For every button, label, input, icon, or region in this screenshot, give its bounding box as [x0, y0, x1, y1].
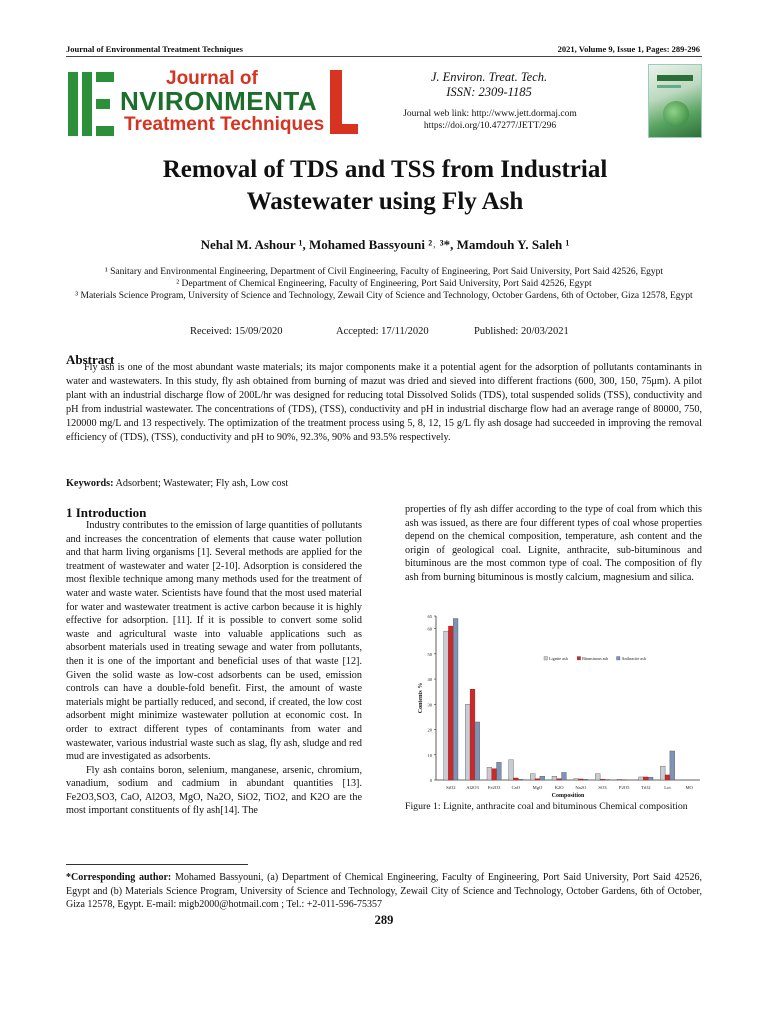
bar-anthracite-ash-mgo — [540, 776, 545, 780]
bar-bituminous-ash-na2o — [578, 779, 583, 780]
y-tick-label: 65 — [427, 614, 432, 619]
y-axis-label: Contents % — [418, 682, 424, 714]
journal-links — [380, 108, 600, 132]
legend-swatch — [577, 657, 581, 661]
keywords — [66, 478, 288, 489]
published-date: Published: 20/03/2021 — [474, 326, 569, 337]
y-tick-label: 0 — [429, 778, 432, 783]
x-tick-label: SiO2 — [446, 785, 456, 790]
bar-anthracite-ash-na2o — [583, 779, 588, 780]
journal-logo — [68, 66, 358, 136]
logo-e-mark — [68, 72, 116, 136]
abstract-heading: Abstract — [66, 352, 115, 367]
bar-lignite-ash-sio2 — [444, 631, 449, 780]
journal-doi-link[interactable]: https://doi.org/10.47277/JETT/296 — [423, 121, 557, 131]
y-tick-label: 10 — [427, 752, 432, 758]
paper-title — [60, 154, 710, 218]
bar-lignite-ash-p2o5 — [617, 779, 622, 780]
x-tick-label: MO — [685, 785, 693, 790]
bar-lignite-ash-fe2o3 — [487, 767, 492, 780]
bar-lignite-ash-mgo — [530, 774, 535, 780]
column-right — [405, 503, 702, 585]
footnote-label: *Corresponding author: — [66, 872, 172, 883]
bar-anthracite-ash-so3 — [605, 779, 610, 780]
footnote-rule — [66, 864, 248, 865]
received-date: Received: 15/09/2020 — [190, 326, 283, 337]
x-tick-label: TiO2 — [641, 785, 651, 790]
legend-swatch — [544, 657, 548, 661]
bar-anthracite-ash-sio2 — [453, 619, 458, 780]
legend-label: Anthracite ash — [621, 656, 646, 661]
y-tick-label: 20 — [427, 727, 432, 733]
journal-web-link[interactable]: Journal web link: http://www.jett.dormaj.com — [403, 109, 577, 119]
bar-anthracite-ash-fe2o3 — [497, 762, 502, 780]
journal-abbreviation: J. Environ. Treat. Tech. — [430, 70, 548, 84]
x-tick-label: Al2O3 — [466, 785, 479, 790]
bar-bituminous-ash-k2o — [557, 779, 562, 780]
bar-lignite-ash-cao — [509, 760, 514, 780]
x-tick-label: Fe2O3 — [487, 785, 501, 790]
y-tick-label: 40 — [427, 677, 432, 683]
x-tick-label: K2O — [554, 785, 564, 790]
running-header-journal: Journal of Environmental Treatment Techniques — [66, 44, 243, 54]
bar-anthracite-ash-loi — [670, 751, 675, 780]
affiliation-2: ² Department of Chemical Engineering, Faculty of Engineering, Port Said University, Port Said 42526, Egypt — [176, 279, 592, 289]
logo-text-environmental: NVIRONMENTA — [120, 86, 318, 116]
y-tick-label: 50 — [427, 651, 432, 657]
bar-bituminous-ash-tio2 — [643, 777, 648, 780]
x-tick-label: CaO — [511, 785, 521, 790]
bar-anthracite-ash-tio2 — [648, 777, 653, 780]
intro-paragraph-2: Fly ash contains boron, selenium, manganese, arsenic, chromium, vanadium, sodium and cadmium in abundant quantities [13]. Fe2O3,SO3, CaO, Al2O3, MgO, Na2O, SiO2, TiO2, and K2O are the most important constituents of fly ash[14]. The — [66, 764, 362, 817]
affiliation-1: ¹ Sanitary and Environmental Engineering, Department of Civil Engineering, Faculty of Engineering, Port Said University, Port Said 42526, Egypt — [104, 267, 664, 277]
logo-l-mark — [330, 70, 362, 134]
bar-lignite-ash-k2o — [552, 776, 557, 780]
x-tick-label: MgO — [532, 785, 543, 790]
intro-paragraph-1: Industry contributes to the emission of large quantities of pollutants and increases the concentration of elements that cause water pollution and that harm living organisms [1]. Several methods are applied for the treatment of wastewater and water [2-10]. Adsorption is considered the most flexible technique among many methods used for the treatment of water and waste water. Scientists have found that the most used material for water and wastewater treatment is active carbon because it is highly effective for adsorption. [11]. If it is possible to convert some solid waste and agricultural waste into valuable applications such as absorbent materials used in treating sewage and water from pollutants, then it is one of the important and beneficial uses of that waste [12]. Given the solid waste as low-cost adsorbents can be used, emission controls can have a double-fold benefit. First, the amount of waste materials might be partially reduced, and second, if created, the low cost adsorbent might minimize wastewater pollution at economic cost. In order to extract different types of contaminants from water and wastewater, various industrial waste such as slag, fly ash, sludge and red mud are investigated as adsorbents. — [66, 520, 362, 763]
column-left — [66, 519, 362, 818]
figure-1-chart — [414, 612, 704, 802]
bar-anthracite-ash-cao — [518, 779, 523, 780]
x-axis-label: Composition — [551, 793, 585, 799]
bar-lignite-ash-al2o3 — [465, 704, 470, 780]
running-header-issue: 2021, Volume 9, Issue 1, Pages: 289-296 — [557, 44, 700, 54]
corresponding-author-footnote — [66, 871, 702, 912]
header-rule — [66, 56, 702, 57]
bar-bituminous-ash-cao — [513, 778, 518, 780]
legend-swatch — [617, 657, 621, 661]
bar-chart-svg — [414, 612, 704, 802]
legend-label: Bituminous ash — [582, 656, 609, 661]
journal-cover-thumbnail — [648, 64, 702, 138]
bar-bituminous-ash-al2o3 — [470, 689, 475, 780]
x-tick-label: SO3 — [598, 785, 607, 790]
page-number: 289 — [374, 913, 394, 927]
x-tick-label: Loi — [664, 785, 671, 790]
bar-lignite-ash-loi — [660, 766, 665, 780]
bar-bituminous-ash-sio2 — [448, 626, 453, 780]
bar-lignite-ash-na2o — [574, 779, 579, 780]
logo-text-journal-of: Journal of — [166, 68, 258, 89]
footnote-text: Mohamed Bassyouni, (a) Department of Chemical Engineering, Faculty of Engineering, Port Said University, Port Said 42526, Egypt and (b) Materials Science Program, University of Science and Technology, Zewail City of Science and Technology, October Gardens, 6th of October, Giza 12578, Egypt. E-mail: migb2000@hotmail.com ; Tel.: +2-011-596-75357 — [66, 872, 702, 910]
paper-title-line-1: Removal of TDS and TSS from Industrial — [162, 156, 608, 183]
affiliations — [66, 266, 702, 302]
bar-bituminous-ash-mgo — [535, 779, 540, 780]
bar-bituminous-ash-so3 — [600, 779, 605, 780]
x-tick-label: Na2O — [575, 785, 587, 790]
bar-bituminous-ash-fe2o3 — [492, 769, 497, 780]
paper-title-line-2: Wastewater using Fly Ash — [246, 188, 524, 215]
accepted-date: Accepted: 17/11/2020 — [336, 326, 429, 337]
bar-lignite-ash-so3 — [595, 774, 600, 780]
keywords-text: Adsorbent; Wastewater; Fly ash, Low cost — [113, 478, 289, 489]
affiliation-3: ³ Materials Science Program, University of Science and Technology, Zewail City of Science and Technology, October Gardens, 6th of October, Giza 12578, Egypt — [75, 291, 693, 301]
keywords-label: Keywords: — [66, 478, 114, 489]
bar-anthracite-ash-k2o — [562, 772, 567, 780]
x-tick-label: P2O5 — [618, 785, 630, 790]
legend-label: Lignite ash — [549, 656, 568, 661]
y-tick-label: 30 — [427, 702, 432, 708]
journal-issn: ISSN: 2309-1185 — [446, 85, 532, 99]
journal-info — [396, 70, 582, 100]
author-list: Nehal M. Ashour ¹, Mohamed Bassyouni ²˒ ³*, Mamdouh Y. Saleh ¹ — [200, 237, 570, 252]
abstract-text: Fly ash is one of the most abundant waste materials; its major components make it a potential agent for the adsorption of pollutants contaminants in water and wastewaters. In this study, fly ash obtained from burning of mazut was dried and sieved into different fractions (600, 300, 150, 75μm). A pilot plant with an industrial discharge flow of 200L/hr was designed for reducing total Dissolved Solids (TDS), total suspended solids (TSS), conductivity and pH from industrial wastewater. The concentrations of (TDS), (TSS), conductivity and pH in industrial discharge flow had an average range of 80000, 750, 120000 mg/L and 13 respectively. The optimization of the treatment process using 5, 8, 12, 15 g/L fly ash dosage had succeeded in improving the removal efficiency of (TDS), (TSS), conductivity and pH to 90%, 92.3%, 90% and 93.5% respectively. — [66, 362, 702, 443]
section-heading-introduction: 1 Introduction — [66, 505, 147, 520]
figure-1-caption: Figure 1: Lignite, anthracite coal and bituminous Chemical composition — [405, 801, 688, 812]
bar-lignite-ash-tio2 — [639, 777, 644, 780]
intro-paragraph-3: properties of fly ash differ according to the type of coal from which this ash was issued, as there are four different types of coal whose properties depend on the chemical composition, temperature, ash content and the origin of geological coal. Lignite, anthracite, sub-bituminous and bituminous are the most common type of coal. The composition of fly ash from burning bituminous is mostly calcium, magnesium and silica. — [405, 504, 702, 583]
logo-text-treatment: Treatment Techniques — [124, 114, 325, 135]
bar-bituminous-ash-loi — [665, 775, 670, 780]
y-tick-label: 60 — [427, 626, 432, 632]
bar-anthracite-ash-al2o3 — [475, 722, 480, 780]
